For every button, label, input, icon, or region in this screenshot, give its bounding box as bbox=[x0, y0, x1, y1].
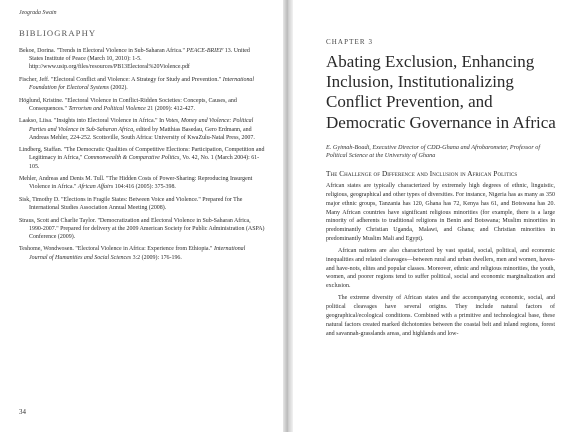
bibliography-entry: Sisk, Timothy D. "Elections in Fragile States: Between Voice and Violence." Prepared for The International Studies Association Annual Meeting (2008). bbox=[19, 196, 243, 212]
bibliography-entry: Mehler, Andreas and Denis M. Tull. "The Hidden Costs of Power-Sharing: Reproducing Insurgent Violence in Africa." African Affairs 104:416 (2005): 375-398. bbox=[19, 176, 253, 191]
bibliography-entry: Straus, Scott and Charlie Taylor. "Democratization and Electoral Violence in Sub-Saharan Africa, 1990-2007." Prepared for delivery at the 2009 American Society for Public Administration (ASPA) Conference (2009). bbox=[19, 217, 265, 240]
chapter-title: Abating Exclusion, Enhancing Inclusion, Institutionalizing Conflict Prevention, and Democratic Governance in Africa bbox=[326, 52, 556, 132]
body-paragraph: The extreme diversity of African states and the accompanying economic, social, and political cleavages have several origins. They include natural factors of geographical/ecological conditions. Combined with a primitive and technological base, these natural factors created marked dichotomies between the coastal belt and inland regions, forest and savannah-grasslands areas, and highlands and low- bbox=[326, 295, 555, 337]
body-paragraph: African states are typically characterized by extremely high degrees of ethnic, linguistic, religious, geographical and other types of diversities. For instance, Nigeria has as many as 350 major ethnic groups, Tanzania has 120, Ghana has 72, Kenya has 61, and Botswana has 20. Many African countries have significant religious minorities (for example, there is a large minority of adherents to traditional religions in Benin and Botswana; Muslim minorities in predominantly Christian Uganda, Malawi, and Ghana; and Christian minorities in predominantly Muslim Mali and Egypt). bbox=[326, 183, 555, 243]
right-page bbox=[293, 0, 575, 432]
bibliography-entry: Teshome, Wondwosen. "Electoral Violence in Africa: Experience from Ethiopia." International Journal of Humanities and Social Sciences 3:2 (2009): 176-196. bbox=[19, 246, 246, 261]
left-page bbox=[0, 0, 283, 432]
bibliography-entry: Höglund, Kristine. "Electoral Violence in Conflict-Ridden Societies: Concepts, Causes, and Consequences." Terrorism and Political Violence 21 (2009): 412-427. bbox=[19, 97, 237, 112]
body-paragraph: African nations are also characterized by vast spatial, social, political, and economic inequalities and related cleavages—between rural and urban dwellers, men and women, haves-and have-nots, elites and popular classes. Moreover, ethnic and religious minorities, the youth, women, and poorer regions tend to suffer political, social and economic marginalization and exclusion. bbox=[326, 247, 555, 290]
bibliography-entry: Lindberg, Staffan. "The Democratic Qualities of Competitive Elections: Participation, Competition and Legitimacy in Africa," Commonwealth & Comparative Politics, Vo. 42, No. 1 (March 2004): 61-105. bbox=[19, 147, 265, 170]
bibliography-title: BIBLIOGRAPHY bbox=[19, 28, 97, 38]
book-gutter bbox=[283, 0, 293, 432]
bibliography-entry: Laakso, Liisa. "Insights into Electoral Violence in Africa." In Votes, Money and Violence: Political Parties and Violence in Sub-Saharan Africa, edited by Matthias Basedau, Gero Erdmann, and Andreas Mehler, 224-252. Scottsville, South Africa: University of KwaZulu-Natal Press, 2007. bbox=[19, 118, 255, 141]
bibliography-entry: Bekoe, Dorina. "Trends in Electoral Violence in Sub-Saharan Africa." PEACE-BRIEF 13. United States Institute of Peace (March 10, 2010): 1-5. http://www.usip.org/files/resources/PB13Electoral%20Violence.pdf bbox=[19, 48, 250, 71]
page-number: 34 bbox=[19, 408, 26, 416]
section-heading: The Challenge of Difference and Inclusion in African Politics bbox=[326, 170, 518, 178]
bibliography-entry: Fischer, Jeff. "Electoral Conflict and Violence: A Strategy for Study and Prevention." International Foundation for Electoral Systems (2002). bbox=[19, 76, 255, 92]
bibliography-list bbox=[19, 47, 265, 262]
running-head: Jeograda Swain bbox=[19, 10, 57, 16]
chapter-label: CHAPTER 3 bbox=[326, 38, 374, 46]
author-byline: E. Gyimah-Boadi, Executive Director of CDD-Ghana and Afrobarometer, Professor of Political Science at the University of Ghana bbox=[326, 143, 541, 160]
